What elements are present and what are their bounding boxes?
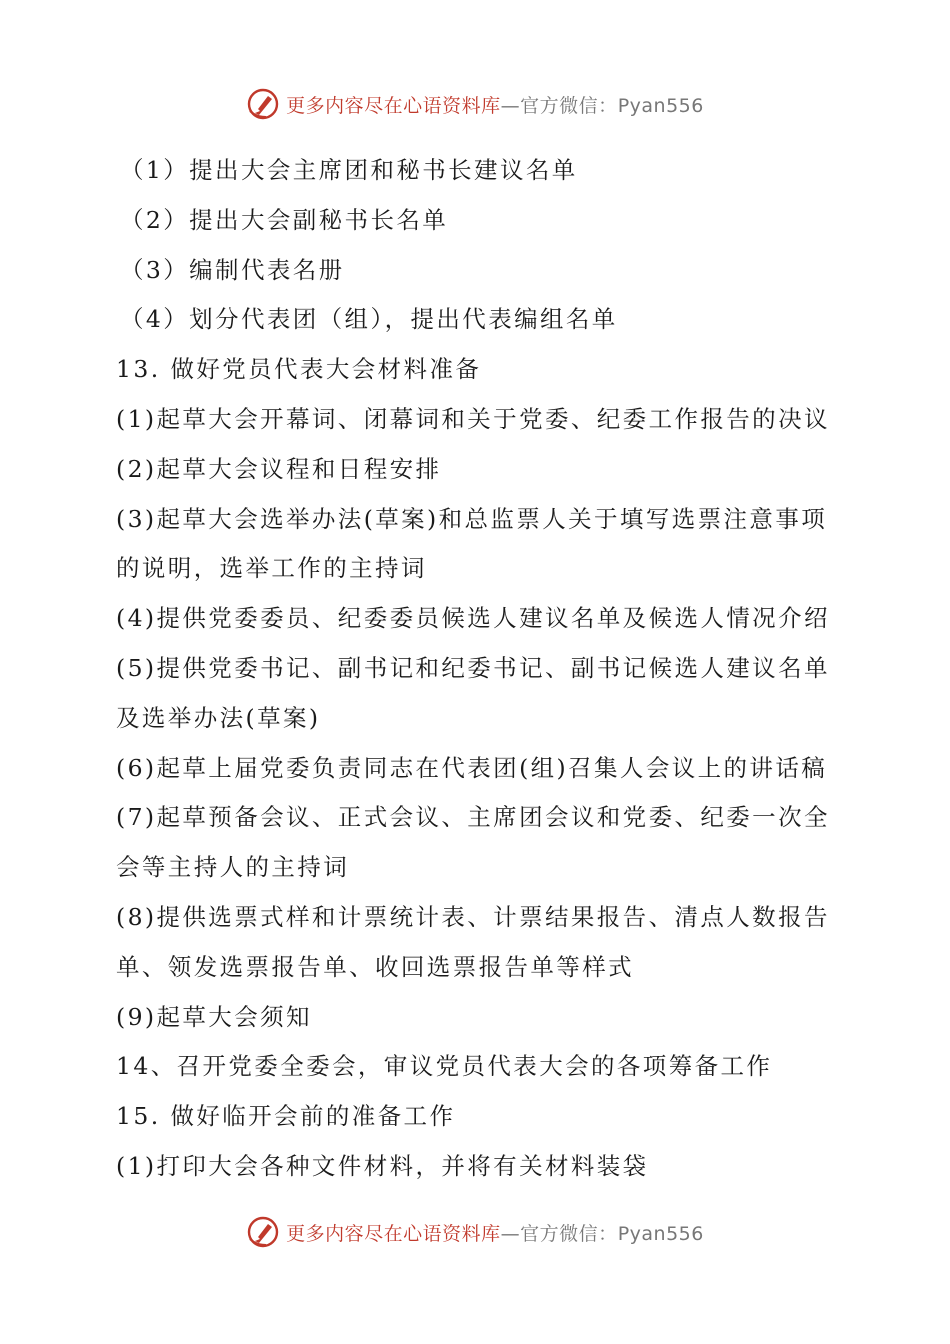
wechat-id: Pyan556 [617, 94, 704, 117]
footer-banner-inner [246, 1215, 704, 1249]
text-line: (5)提供党委书记、副书记和纪委书记、副书记候选人建议名单 [116, 653, 830, 682]
text-line: (9)起草大会须知 [116, 1002, 312, 1031]
text-line: 单、领发选票报告单、收回选票报告单等样式 [116, 952, 634, 981]
text-line: (4)提供党委委员、纪委委员候选人建议名单及候选人情况介绍 [116, 604, 830, 633]
pen-logo-icon [246, 87, 280, 121]
section-heading: 15. 做好临开会前的准备工作 [116, 1102, 456, 1131]
text-line: (6)起草上届党委负责同志在代表团(组)召集人会议上的讲话稿 [116, 753, 828, 782]
header-banner-inner [246, 87, 704, 121]
text-line: (8)提供选票式样和计票统计表、计票结果报告、清点人数报告 [116, 902, 830, 931]
text-line: (7)起草预备会议、正式会议、主席团会议和党委、纪委一次全 [116, 803, 830, 832]
text-line: (3)起草大会选举办法(草案)和总监票人关于填写选票注意事项 [116, 504, 828, 533]
text-line: （3）编制代表名册 [120, 255, 345, 284]
brand-text: 更多内容尽在心语资料库 [286, 1222, 501, 1245]
text-line: （2）提出大会副秘书长名单 [120, 205, 449, 234]
pen-logo-icon [246, 1215, 280, 1249]
brand-text: 更多内容尽在心语资料库 [286, 94, 501, 117]
banner-separator: — [500, 1222, 521, 1245]
wechat-label: 官方微信： [520, 1222, 618, 1245]
banner-separator: — [500, 94, 521, 117]
text-line: 会等主持人的主持词 [116, 853, 350, 882]
text-line: （1）提出大会主席团和秘书长建议名单 [120, 156, 578, 184]
text-line: (1)起草大会开幕词、闭幕词和关于党委、纪委工作报告的决议 [116, 404, 830, 433]
text-line: (1)打印大会各种文件材料，并将有关材料装袋 [116, 1151, 649, 1180]
banner-text [286, 91, 704, 118]
text-line: (2)起草大会议程和日程安排 [116, 454, 442, 483]
header-banner [0, 84, 950, 124]
wechat-label: 官方微信： [520, 94, 618, 117]
section-heading: 13. 做好党员代表大会材料准备 [116, 355, 482, 384]
footer-banner [0, 1212, 950, 1252]
section-heading: 14、召开党委全委会，审议党员代表大会的各项筹备工作 [116, 1052, 773, 1081]
text-line: 的说明，选举工作的主持词 [116, 554, 427, 583]
wechat-id: Pyan556 [617, 1222, 704, 1245]
document-body [116, 146, 830, 1192]
text-line: 及选举办法(草案) [116, 703, 321, 732]
banner-text [286, 1219, 704, 1246]
text-line: （4）划分代表团（组），提出代表编组名单 [120, 305, 618, 334]
